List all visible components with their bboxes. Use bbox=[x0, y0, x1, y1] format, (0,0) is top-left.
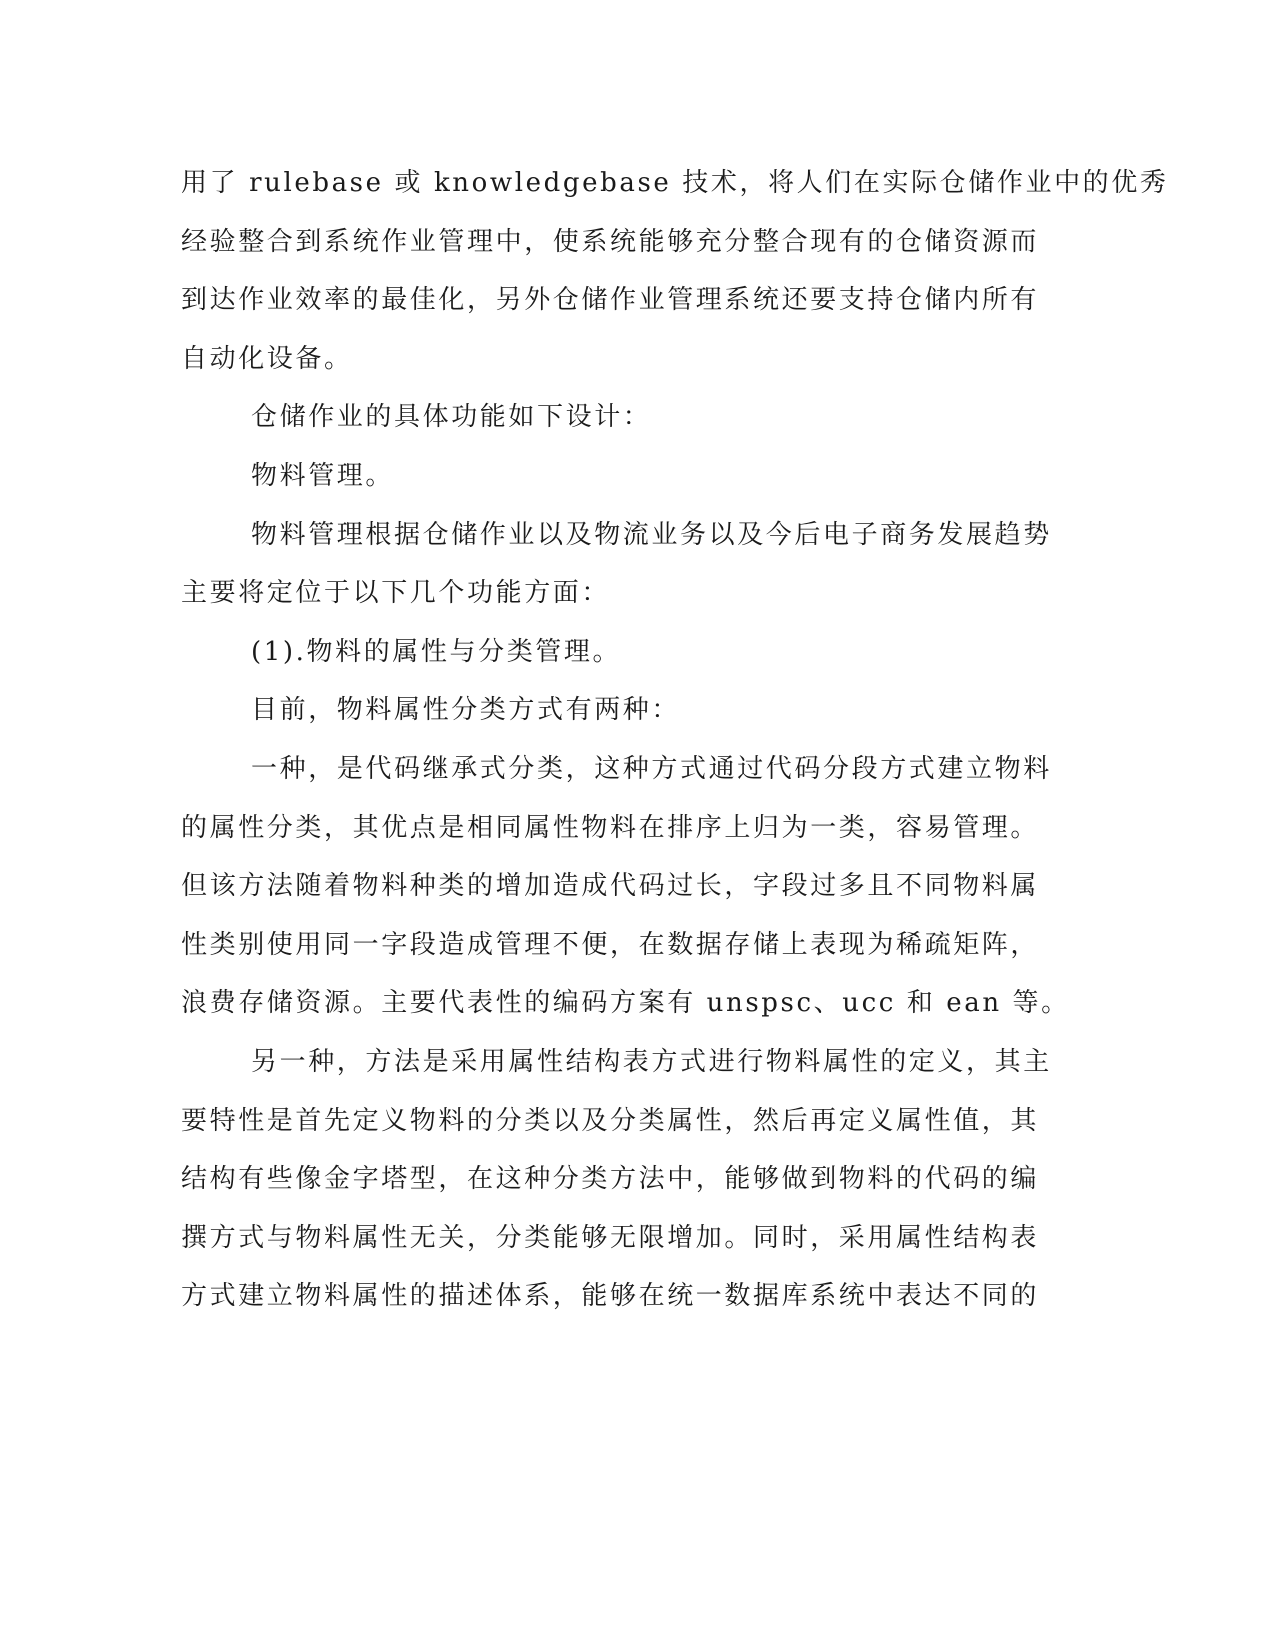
document-body bbox=[181, 158, 1169, 1330]
text-line: 自动化设备。 bbox=[181, 343, 353, 374]
text-line: 撰方式与物料属性无关，分类能够无限增加。同时，采用属性结构表 bbox=[181, 1222, 1040, 1253]
text-line: 性类别使用同一字段造成管理不便，在数据存储上表现为稀疏矩阵， bbox=[181, 929, 1040, 960]
text-line: 结构有些像金字塔型，在这种分类方法中，能够做到物料的代码的编 bbox=[181, 1164, 1040, 1195]
subsection-heading: (1).物料的属性与分类管理。 bbox=[251, 636, 622, 667]
text-line: 用了 rulebase 或 knowledgebase 技术，将人们在实际仓储作业中的优秀 bbox=[181, 168, 1169, 198]
text-line: 经验整合到系统作业管理中，使系统能够充分整合现有的仓储资源而 bbox=[181, 226, 1040, 257]
text-line: 目前，物料属性分类方式有两种： bbox=[251, 695, 681, 726]
text-line: 浪费存储资源。主要代表性的编码方案有 unspsc、ucc 和 ean 等。 bbox=[181, 988, 1070, 1019]
text-line: 方式建立物料属性的描述体系，能够在统一数据库系统中表达不同的 bbox=[181, 1281, 1040, 1312]
text-line: 主要将定位于以下几个功能方面： bbox=[181, 578, 611, 609]
text-line: 一种，是代码继承式分类，这种方式通过代码分段方式建立物料 bbox=[251, 753, 1052, 784]
text-line: 物料管理根据仓储作业以及物流业务以及今后电子商务发展趋势 bbox=[251, 519, 1052, 550]
section-heading: 物料管理。 bbox=[251, 460, 395, 491]
text-line: 的属性分类，其优点是相同属性物料在排序上归为一类，容易管理。 bbox=[181, 812, 1040, 843]
text-line: 要特性是首先定义物料的分类以及分类属性，然后再定义属性值，其 bbox=[181, 1105, 1040, 1136]
text-line: 另一种，方法是采用属性结构表方式进行物料属性的定义，其主 bbox=[251, 1046, 1052, 1077]
text-line: 仓储作业的具体功能如下设计： bbox=[251, 402, 652, 433]
text-line: 到达作业效率的最佳化，另外仓储作业管理系统还要支持仓储内所有 bbox=[181, 285, 1040, 316]
text-line: 但该方法随着物料种类的增加造成代码过长，字段过多且不同物料属 bbox=[181, 871, 1040, 902]
